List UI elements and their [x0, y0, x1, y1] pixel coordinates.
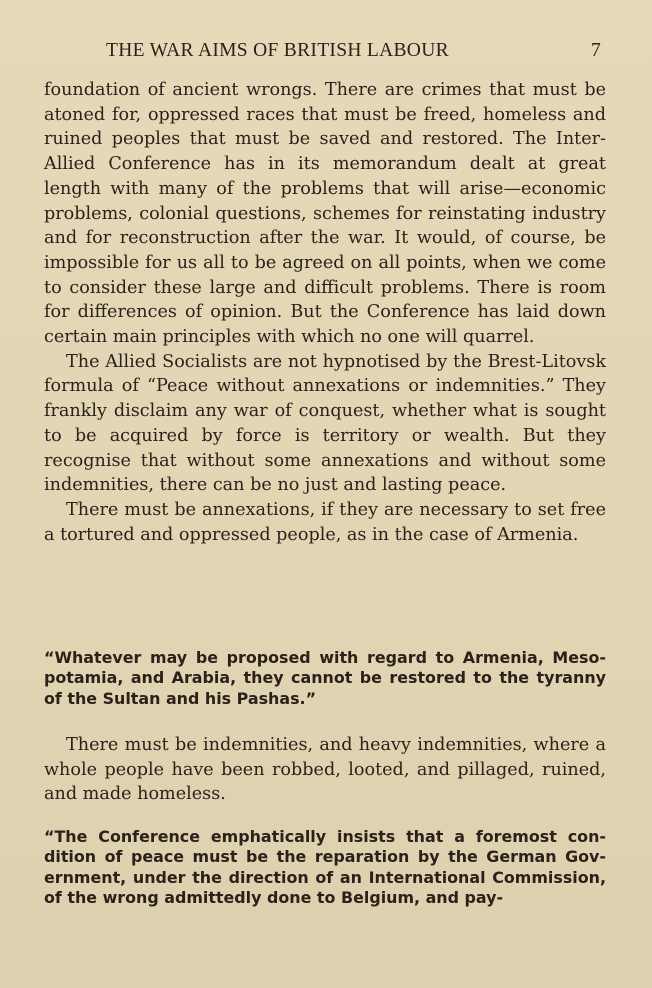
running-head-title: THE WAR AIMS OF BRITISH LABOUR [106, 40, 449, 61]
paragraph-annexations: There must be annexations, if they are necessary to set free a tortured and oppressed people, as in the case of Armenia. [44, 499, 606, 545]
running-head [106, 40, 606, 62]
body-text-block-2 [44, 733, 606, 807]
quotation-armenia: “Whatever may be proposed with regard to Armenia, Mesopotamia, and Arabia, they cannot be restored to the tyranny of the Sultan and his Pashas.” [44, 648, 606, 708]
quotation-belgium: “The Conference emphatically insists that a foremost condition of peace must be the reparation by the German Government, under the direction of an International Commission, of the wrong admittedly done to Belgium, and pay- [44, 827, 606, 908]
paragraph-continued: foundation of ancient wrongs. There are crimes that must be atoned for, oppressed races that must be freed, homeless and ruined peoples that must be saved and restored. The Inter-Allied Conference has in its memorandum dealt at great length with many of the problems that will arise—economic problems, colonial questions, schemes for reinstating industry and for reconstruction after the war. It would, of course, be impossible for us all to be agreed on all points, when we come to consider these large and difficult problems. There is room for differences of opinion. But the Conference has laid down certain main principles with which no one will quarrel. [44, 80, 606, 348]
body-text-block-1 [44, 78, 606, 547]
page-number: 7 [590, 40, 601, 61]
paragraph-allied-socialists: The Allied Socialists are not hypnotised by the Brest-Litovsk formula of “Peace without annexations or indemnities.” They frankly disclaim any war of conquest, whether what is sought to be acquired by force is territory or wealth. But they recognise that without some annexations and without some indemnities, there can be no just and lasting peace. [44, 351, 606, 496]
paragraph-indemnities: There must be indemnities, and heavy indemnities, where a whole people have been robbed, looted, and pillaged, ruined, and made homeless. [44, 735, 606, 805]
